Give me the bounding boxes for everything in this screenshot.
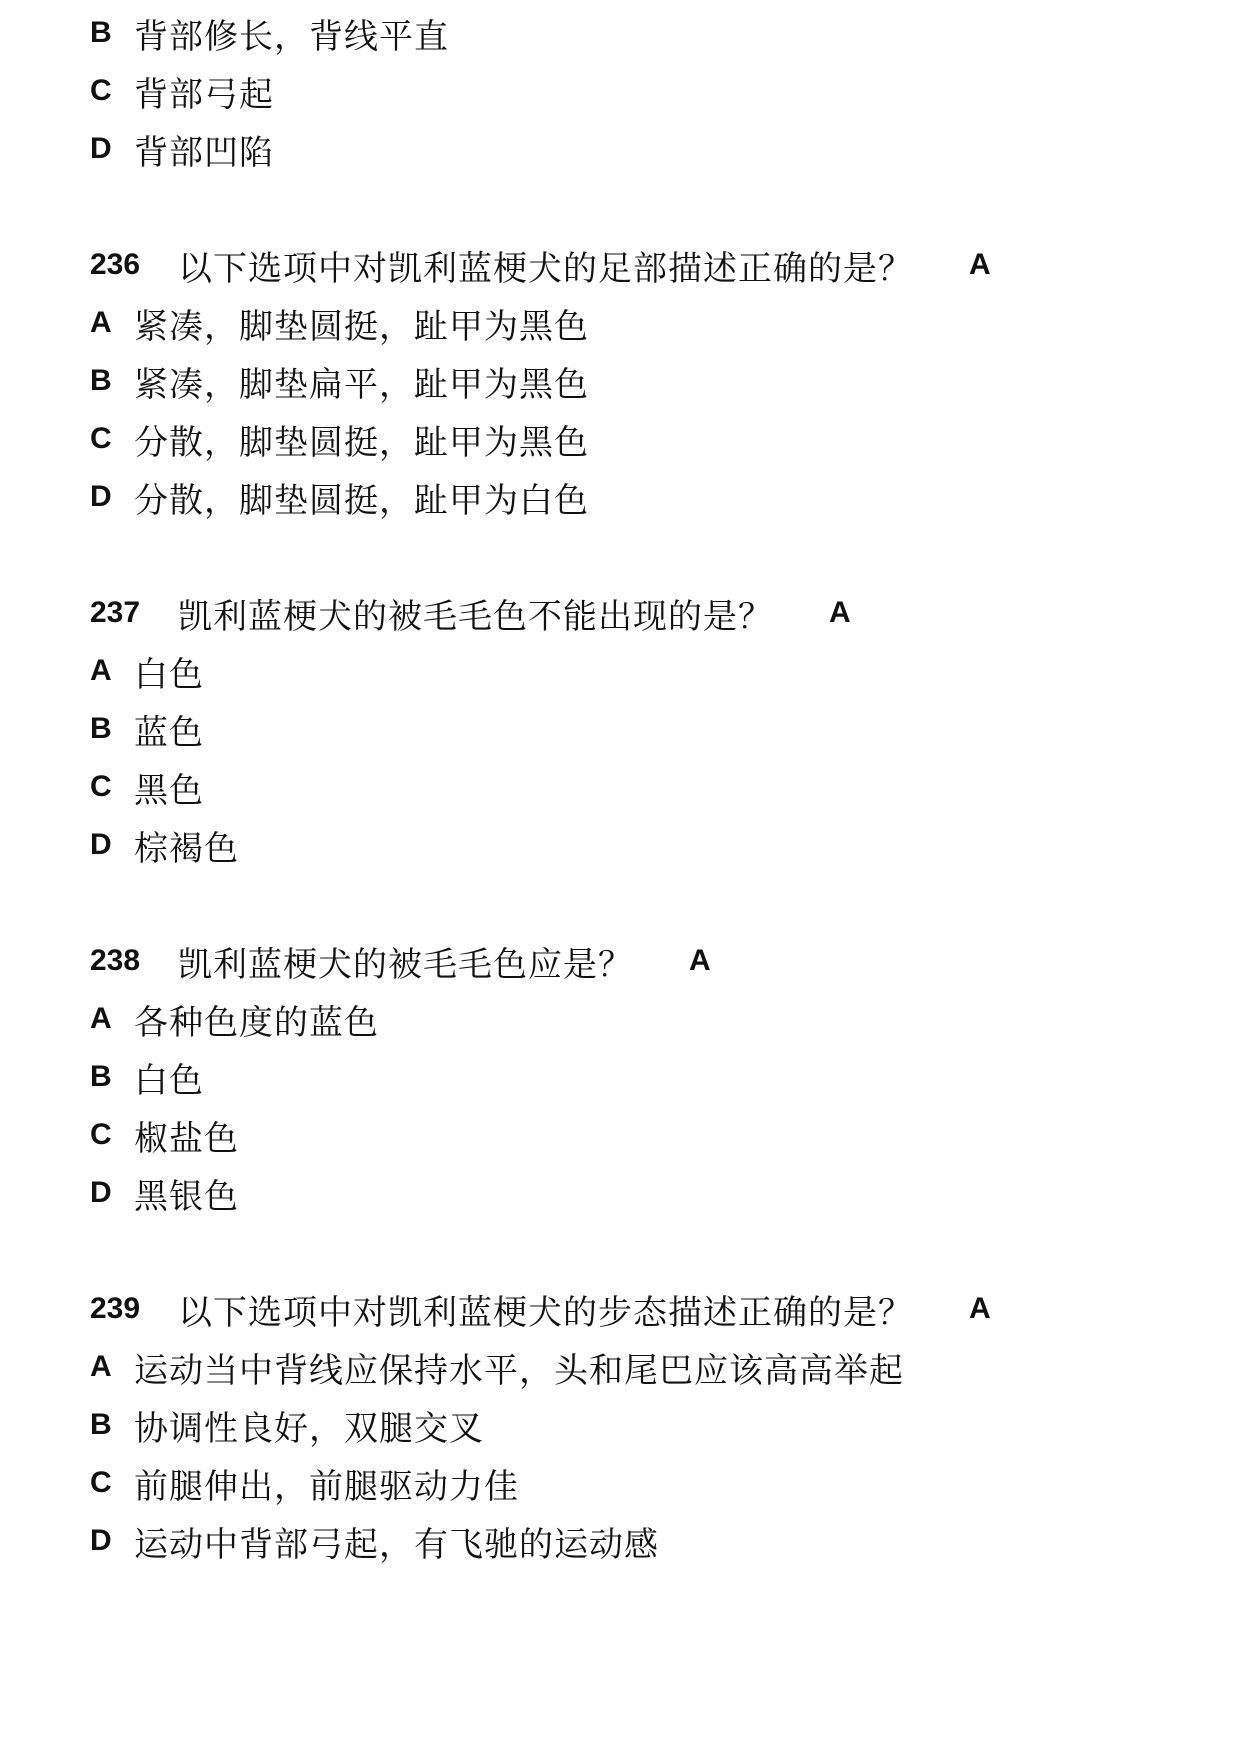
option-letter: D [90,132,112,165]
option-letter: B [90,1060,112,1093]
question-239 [90,1284,991,1334]
question-text: 以下选项中对凯利蓝梗犬的步态描述正确的是？ [178,1292,913,1333]
question-text: 凯利蓝梗犬的被毛毛色不能出现的是？ [178,596,773,637]
option-letter: A [90,1350,112,1383]
answer-key: A [829,596,851,629]
option-row [90,646,204,696]
option-letter: D [90,480,112,513]
option-letter: B [90,712,112,745]
option-text: 分散，脚垫圆挺，趾甲为黑色 [134,422,589,463]
option-row [90,1168,239,1218]
option-letter: C [90,770,112,803]
option-text: 背部弓起 [134,74,274,115]
question-238 [90,936,711,986]
option-letter: C [90,1118,112,1151]
option-letter: C [90,1466,112,1499]
option-text: 椒盐色 [134,1118,239,1159]
question-number: 237 [90,596,141,629]
option-text: 黑色 [134,770,204,811]
option-letter: D [90,828,112,861]
question-number: 238 [90,944,141,977]
option-letter: B [90,16,112,49]
option-text: 蓝色 [134,712,204,753]
question-236 [90,240,991,290]
option-row [90,414,589,464]
option-letter: B [90,364,112,397]
option-row [90,1400,484,1450]
option-text: 背部凹陷 [134,132,274,173]
option-row [90,994,379,1044]
option-text: 分散，脚垫圆挺，趾甲为白色 [134,480,589,521]
option-letter: D [90,1176,112,1209]
question-237 [90,588,851,638]
option-row [90,762,204,812]
option-text: 紧凑，脚垫圆挺，趾甲为黑色 [134,306,589,347]
answer-key: A [969,248,991,281]
option-letter: C [90,74,112,107]
option-text: 协调性良好，双腿交叉 [134,1408,484,1449]
question-number: 239 [90,1292,141,1325]
option-letter: A [90,654,112,687]
option-row [90,356,589,406]
option-letter: A [90,306,112,339]
question-number: 236 [90,248,141,281]
question-text: 以下选项中对凯利蓝梗犬的足部描述正确的是？ [178,248,913,289]
option-text: 白色 [134,1060,204,1101]
option-text: 运动当中背线应保持水平，头和尾巴应该高高举起 [134,1350,904,1391]
option-text: 白色 [134,654,204,695]
option-text: 紧凑，脚垫扁平，趾甲为黑色 [134,364,589,405]
option-letter: B [90,1408,112,1441]
option-row [90,1052,204,1102]
option-row [90,704,204,754]
option-row [90,298,589,348]
option-row [90,472,589,522]
option-row [90,1516,659,1566]
option-row [90,124,274,174]
option-row [90,1342,904,1392]
option-row [90,820,239,870]
option-text: 运动中背部弓起，有飞驰的运动感 [134,1524,659,1565]
answer-key: A [969,1292,991,1325]
option-row [90,8,449,58]
option-text: 黑银色 [134,1176,239,1217]
answer-key: A [689,944,711,977]
question-text: 凯利蓝梗犬的被毛毛色应是？ [178,944,633,985]
option-row [90,1110,239,1160]
option-text: 各种色度的蓝色 [134,1002,379,1043]
option-text: 棕褐色 [134,828,239,869]
option-letter: A [90,1002,112,1035]
option-letter: D [90,1524,112,1557]
option-text: 前腿伸出，前腿驱动力佳 [134,1466,519,1507]
option-letter: C [90,422,112,455]
option-row [90,66,274,116]
option-text: 背部修长，背线平直 [134,16,449,57]
option-row [90,1458,519,1508]
